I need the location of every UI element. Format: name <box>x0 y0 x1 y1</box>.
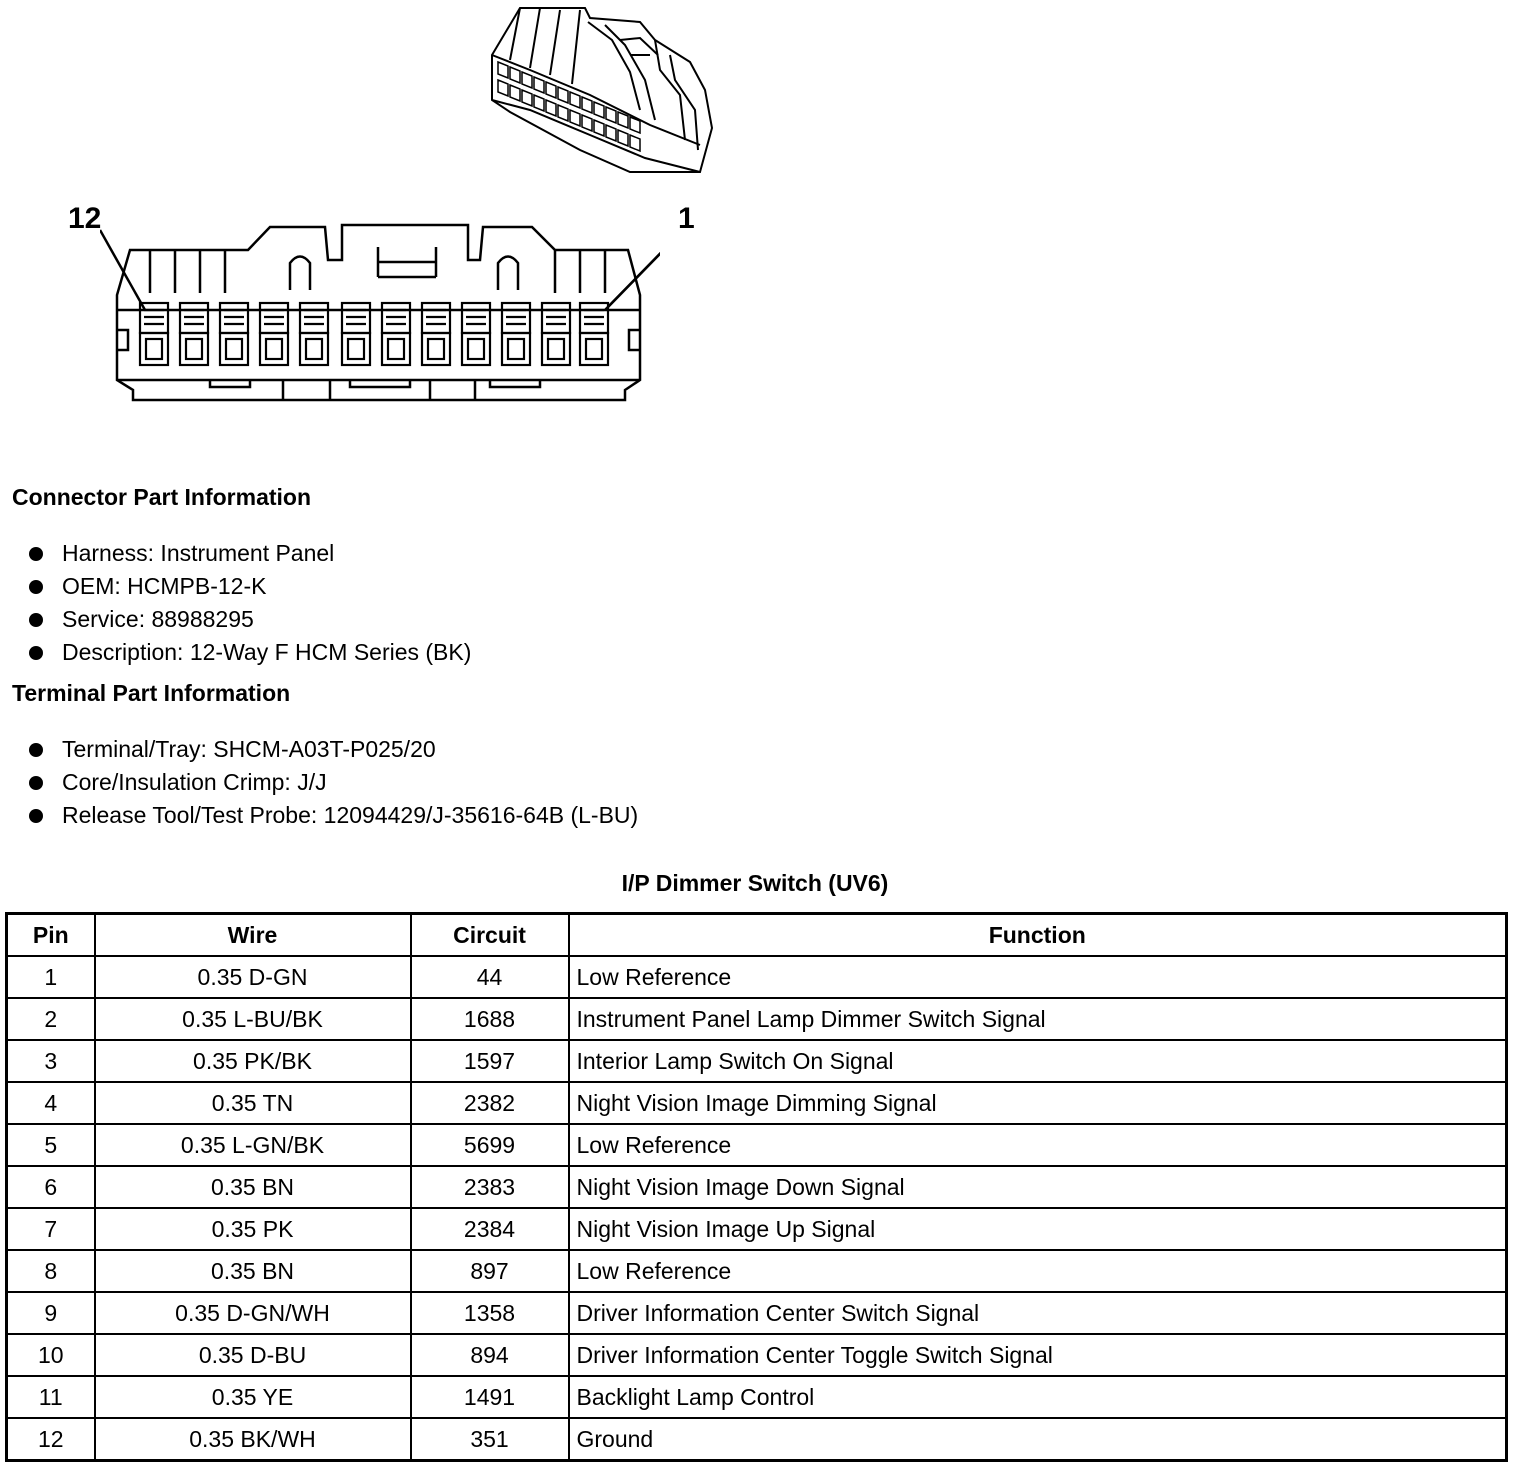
cell-pin: 10 <box>7 1334 95 1376</box>
header-wire: Wire <box>95 914 411 957</box>
cell-circuit: 1491 <box>411 1376 569 1418</box>
table-header-row <box>7 914 1507 957</box>
bullet-icon <box>29 743 43 757</box>
cell-function: Driver Information Center Toggle Switch Signal <box>569 1334 1507 1376</box>
terminal-info-heading: Terminal Part Information <box>12 680 291 706</box>
header-pin: Pin <box>7 914 95 957</box>
cell-wire: 0.35 PK <box>95 1208 411 1250</box>
cell-pin: 11 <box>7 1376 95 1418</box>
table-row <box>7 998 1507 1040</box>
pin-label-12: 12 <box>68 202 102 235</box>
cell-pin: 7 <box>7 1208 95 1250</box>
cell-wire: 0.35 D-BU <box>95 1334 411 1376</box>
cell-pin: 1 <box>7 956 95 998</box>
table-row <box>7 1376 1507 1418</box>
cell-wire: 0.35 BN <box>95 1250 411 1292</box>
connector-3d-illustration <box>480 0 730 180</box>
cell-circuit: 2384 <box>411 1208 569 1250</box>
cell-pin: 5 <box>7 1124 95 1166</box>
terminal-cavity-10 <box>220 303 248 365</box>
terminal-cavity-5 <box>422 303 450 365</box>
cell-circuit: 897 <box>411 1250 569 1292</box>
cell-function: Driver Information Center Switch Signal <box>569 1292 1507 1334</box>
cell-pin: 4 <box>7 1082 95 1124</box>
terminal-cavity-1 <box>580 303 608 365</box>
cell-circuit: 1358 <box>411 1292 569 1334</box>
table-row <box>7 1082 1507 1124</box>
terminal-cavity-7 <box>342 303 370 365</box>
terminal-cavity-9 <box>260 303 288 365</box>
cell-pin: 12 <box>7 1418 95 1461</box>
bullet-icon <box>29 613 43 627</box>
header-function: Function <box>569 914 1507 957</box>
list-item: Service: 88988295 <box>26 603 471 636</box>
cell-function: Night Vision Image Dimming Signal <box>569 1082 1507 1124</box>
list-item: Description: 12-Way F HCM Series (BK) <box>26 636 471 669</box>
bullet-icon <box>29 776 43 790</box>
cell-wire: 0.35 PK/BK <box>95 1040 411 1082</box>
cell-function: Interior Lamp Switch On Signal <box>569 1040 1507 1082</box>
table-row <box>7 1418 1507 1461</box>
cell-wire: 0.35 BK/WH <box>95 1418 411 1461</box>
cell-function: Night Vision Image Up Signal <box>569 1208 1507 1250</box>
cell-circuit: 44 <box>411 956 569 998</box>
terminal-cavity-4 <box>462 303 490 365</box>
cell-wire: 0.35 L-BU/BK <box>95 998 411 1040</box>
cell-wire: 0.35 TN <box>95 1082 411 1124</box>
pin-label-1: 1 <box>678 202 695 235</box>
terminal-info-list <box>26 733 638 832</box>
cell-function: Backlight Lamp Control <box>569 1376 1507 1418</box>
terminal-cavity-12 <box>140 303 168 365</box>
cell-pin: 3 <box>7 1040 95 1082</box>
cell-pin: 8 <box>7 1250 95 1292</box>
terminal-cavity-8 <box>300 303 328 365</box>
cell-circuit: 1688 <box>411 998 569 1040</box>
table-row <box>7 1124 1507 1166</box>
table-row <box>7 1040 1507 1082</box>
bullet-icon <box>29 646 43 660</box>
terminal-cavity-11 <box>180 303 208 365</box>
cell-function: Instrument Panel Lamp Dimmer Switch Signal <box>569 998 1507 1040</box>
bullet-icon <box>29 809 43 823</box>
cell-circuit: 1597 <box>411 1040 569 1082</box>
connector-info-list <box>26 537 471 669</box>
cell-circuit: 5699 <box>411 1124 569 1166</box>
cell-pin: 9 <box>7 1292 95 1334</box>
cell-circuit: 2383 <box>411 1166 569 1208</box>
list-item: Release Tool/Test Probe: 12094429/J-35616-64B (L-BU) <box>26 799 638 832</box>
table-row <box>7 1292 1507 1334</box>
table-row <box>7 956 1507 998</box>
cell-function: Low Reference <box>569 1124 1507 1166</box>
list-item: OEM: HCMPB-12-K <box>26 570 471 603</box>
list-item: Harness: Instrument Panel <box>26 537 471 570</box>
table-row <box>7 1250 1507 1292</box>
connector-face-diagram <box>100 215 660 410</box>
cell-function: Low Reference <box>569 956 1507 998</box>
cell-function: Ground <box>569 1418 1507 1461</box>
cell-wire: 0.35 BN <box>95 1166 411 1208</box>
bullet-icon <box>29 580 43 594</box>
cell-function: Low Reference <box>569 1250 1507 1292</box>
cell-pin: 2 <box>7 998 95 1040</box>
terminal-cavity-3 <box>502 303 530 365</box>
cell-function: Night Vision Image Down Signal <box>569 1166 1507 1208</box>
bullet-icon <box>29 547 43 561</box>
table-title: I/P Dimmer Switch (UV6) <box>621 870 889 896</box>
cell-circuit: 351 <box>411 1418 569 1461</box>
cell-wire: 0.35 D-GN <box>95 956 411 998</box>
table-row <box>7 1334 1507 1376</box>
cell-wire: 0.35 YE <box>95 1376 411 1418</box>
pinout-table <box>5 912 1508 1462</box>
table-row <box>7 1166 1507 1208</box>
header-circuit: Circuit <box>411 914 569 957</box>
table-row <box>7 1208 1507 1250</box>
connector-info-heading: Connector Part Information <box>12 484 312 510</box>
cell-wire: 0.35 D-GN/WH <box>95 1292 411 1334</box>
cell-pin: 6 <box>7 1166 95 1208</box>
list-item: Core/Insulation Crimp: J/J <box>26 766 638 799</box>
terminal-cavity-2 <box>542 303 570 365</box>
list-item: Terminal/Tray: SHCM-A03T-P025/20 <box>26 733 638 766</box>
cell-circuit: 2382 <box>411 1082 569 1124</box>
cell-circuit: 894 <box>411 1334 569 1376</box>
terminal-cavity-6 <box>382 303 410 365</box>
cell-wire: 0.35 L-GN/BK <box>95 1124 411 1166</box>
